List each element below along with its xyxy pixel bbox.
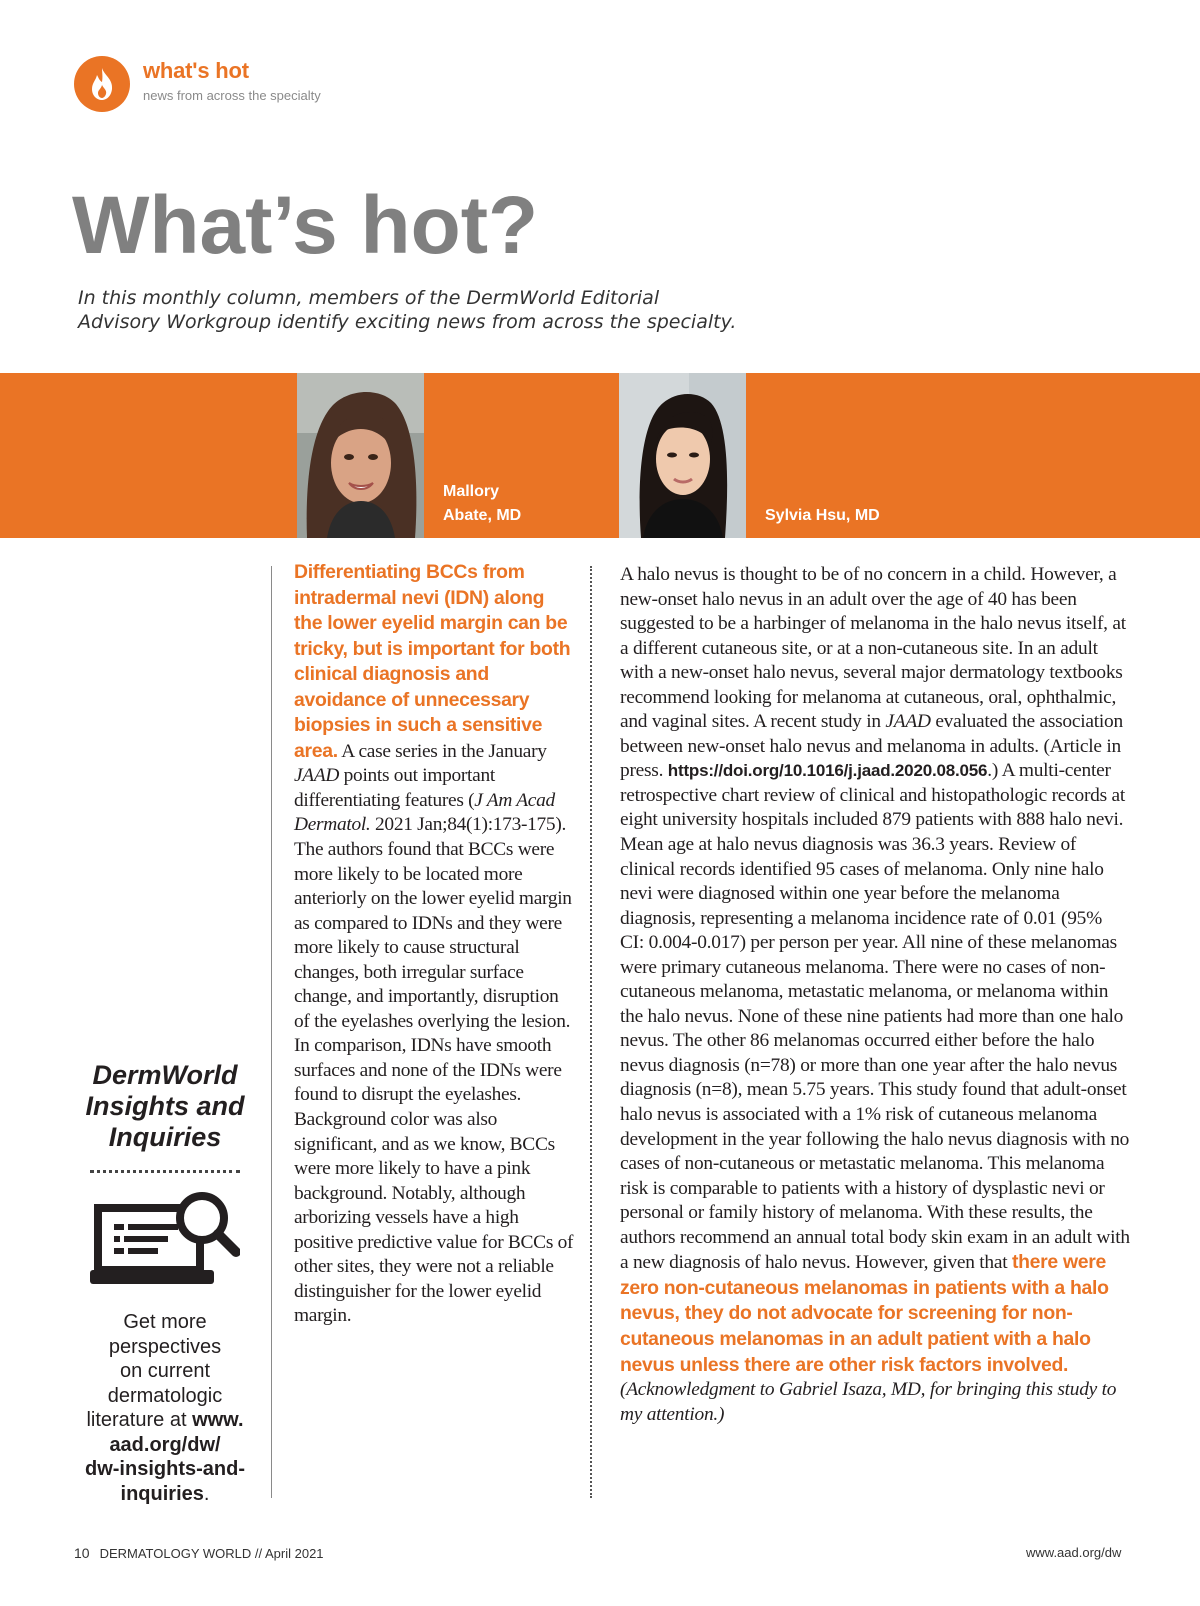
flame-icon bbox=[87, 66, 117, 102]
sidebar-period: . bbox=[203, 1482, 210, 1505]
article-column-halo-nevus bbox=[620, 563, 1130, 1427]
sidebar-link-line[interactable] bbox=[72, 1433, 258, 1458]
sidebar-heading-line: Inquiries bbox=[108, 1122, 222, 1152]
sidebar-link[interactable]: inquiries bbox=[120, 1482, 204, 1505]
acknowledgment: (Acknowledgment to Gabriel Isaza, MD, for bringing this study to my attention.) bbox=[620, 1379, 1117, 1425]
footer-website[interactable]: www.aad.org/dw bbox=[1026, 1545, 1122, 1560]
laptop-search-icon bbox=[90, 1190, 240, 1295]
page-title: What’s hot? bbox=[72, 180, 539, 271]
sidebar-heading-line: Insights and bbox=[85, 1091, 245, 1121]
author-band bbox=[0, 373, 1200, 538]
article-lead: Differentiating BCCs from intradermal nevi (IDN) along the lower eyelid margin can be tricky, but is important for both clinical diagnosis and avoidance of unnecessary biopsies in such a sensitive area. bbox=[294, 561, 571, 762]
article-text: A case series in the January bbox=[337, 740, 547, 762]
sidebar-divider bbox=[90, 1170, 240, 1173]
intro-line: Advisory Workgroup identify exciting news from across the specialty. bbox=[78, 311, 737, 333]
sidebar-heading-line: DermWorld bbox=[92, 1060, 238, 1090]
sidebar-heading bbox=[72, 1060, 258, 1153]
sidebar-text-line: dermatologic bbox=[107, 1384, 223, 1407]
sidebar-text-line: on current bbox=[119, 1360, 211, 1382]
doi-link[interactable]: https://doi.org/10.1016/j.jaad.2020.08.056 bbox=[667, 761, 988, 781]
sidebar-link[interactable]: dw-insights-and- bbox=[85, 1458, 245, 1480]
column-divider-solid bbox=[271, 566, 272, 1498]
column-divider-dotted bbox=[590, 566, 592, 1498]
journal-name: JAAD bbox=[294, 765, 340, 787]
article-column-bcc bbox=[294, 560, 574, 1329]
section-kicker-subtitle: news from across the specialty bbox=[143, 88, 321, 103]
article-text: evaluated the association between new-onset halo nevus and melanoma in adults. (Article in press. bbox=[620, 711, 1123, 782]
author-photo-mallory-abate bbox=[297, 373, 424, 538]
author-name-line: Mallory bbox=[443, 483, 500, 500]
author-name-line: Abate, MD bbox=[443, 507, 522, 524]
author-name-sylvia-hsu: Sylvia Hsu, MD bbox=[765, 507, 880, 524]
flame-badge bbox=[74, 56, 130, 112]
sidebar-link[interactable]: aad.org/dw/ bbox=[109, 1433, 221, 1456]
intro-line: In this monthly column, members of the DermWorld Editorial bbox=[78, 287, 660, 309]
sidebar-text-line: Get more bbox=[123, 1311, 207, 1333]
author-name-mallory-abate bbox=[443, 480, 521, 528]
sidebar-text-line: perspectives bbox=[108, 1335, 222, 1358]
publication-info: DERMATOLOGY WORLD // April 2021 bbox=[99, 1546, 324, 1561]
sidebar-text-line bbox=[72, 1408, 258, 1433]
article-text: .) A multi-center retrospective chart review of clinical and histopathologic records at eight university hospitals included 879 patients with 888 halo nevi. Mean age at halo nevus diagnosis was 36.3 years. Review of clinical records identified 95 cases of melanoma. Only nine halo nevi were diagnosed within one year before the melanoma diagnosis, representing a melanoma incidence rate of 0.01 (95% CI: 0.004-0.017) per person per year. All nine of these melanomas were primary cutaneous melanoma. There were no cases of non-cutaneous melanoma, metastatic melanoma, or melanoma within the halo nevus. None of these nine patients had more than one halo nevus. The other 86 melanomas occurred either before the halo nevus diagnosis (n=78) or more than one year after the halo nevus diagnosis (n=8), mean 5.75 years. This study found that adult-onset halo nevus is associated with a 1% risk of cutaneous melanoma development in the year following the halo nevus diagnosis with no cases of non-cutaneous or metastatic melanoma. This melanoma risk is comparable to patients with a history of dysplastic nevi or personal or family history of melanoma. With these results, the authors recommend an annual total body skin exam in an adult with a new diagnosis of halo nevus. However, given that bbox=[620, 760, 1130, 1274]
sidebar-link-line[interactable] bbox=[72, 1457, 258, 1482]
sidebar-text-fragment: literature at bbox=[86, 1409, 193, 1431]
author-photo-sylvia-hsu bbox=[619, 373, 746, 538]
page-number: 10 bbox=[74, 1545, 90, 1561]
sidebar-text bbox=[72, 1310, 258, 1506]
journal-citation: J Am Acad Dermatol. bbox=[294, 789, 555, 836]
article-text: A halo nevus is thought to be of no concern in a child. However, a new-onset halo nevus in an adult over the age of 40 has been suggested to be a harbinger of melanoma in the halo nevus itself, at a different cutaneous site, or at a non-cutaneous site. In an adult with a new-onset halo nevus, several major dermatology textbooks recommend looking for melanoma at cutaneous, oral, ophthalmic, and vaginal sites. A recent study in bbox=[620, 564, 1126, 733]
sidebar-link-line[interactable] bbox=[72, 1482, 258, 1507]
article-text: points out important differentiating features ( bbox=[294, 765, 495, 811]
intro-text bbox=[78, 286, 838, 334]
section-kicker: what's hot bbox=[143, 58, 249, 83]
sidebar-link[interactable]: www. bbox=[192, 1409, 244, 1431]
article-text: 2021 Jan;84(1):173-175). The authors found that BCCs were more likely to be located more anteriorly on the lower eyelid margin as compared to IDNs and they were more likely to cause structural changes, both irregular surface change, and importantly, disruption of the eyelashes overlying the lesion. In comparison, IDNs have smooth surfaces and none of the IDNs were found to disrupt the eyelashes. Background color was also significant, and as we know, BCCs were more likely to have a pink background. Notably, although arborizing vessels have a high positive predictive value for BCCs of other sites, they were not a reliable distinguisher for the lower eyelid margin. bbox=[294, 814, 574, 1327]
footer-left bbox=[74, 1545, 324, 1561]
article-highlight: there were zero non-cutaneous melanomas in patients with a halo nevus, they do not advocate for screening for non-cutaneous melanomas in an adult patient with a halo nevus unless there are other risk factors involved. bbox=[620, 1251, 1109, 1376]
journal-name: JAAD bbox=[885, 711, 931, 733]
